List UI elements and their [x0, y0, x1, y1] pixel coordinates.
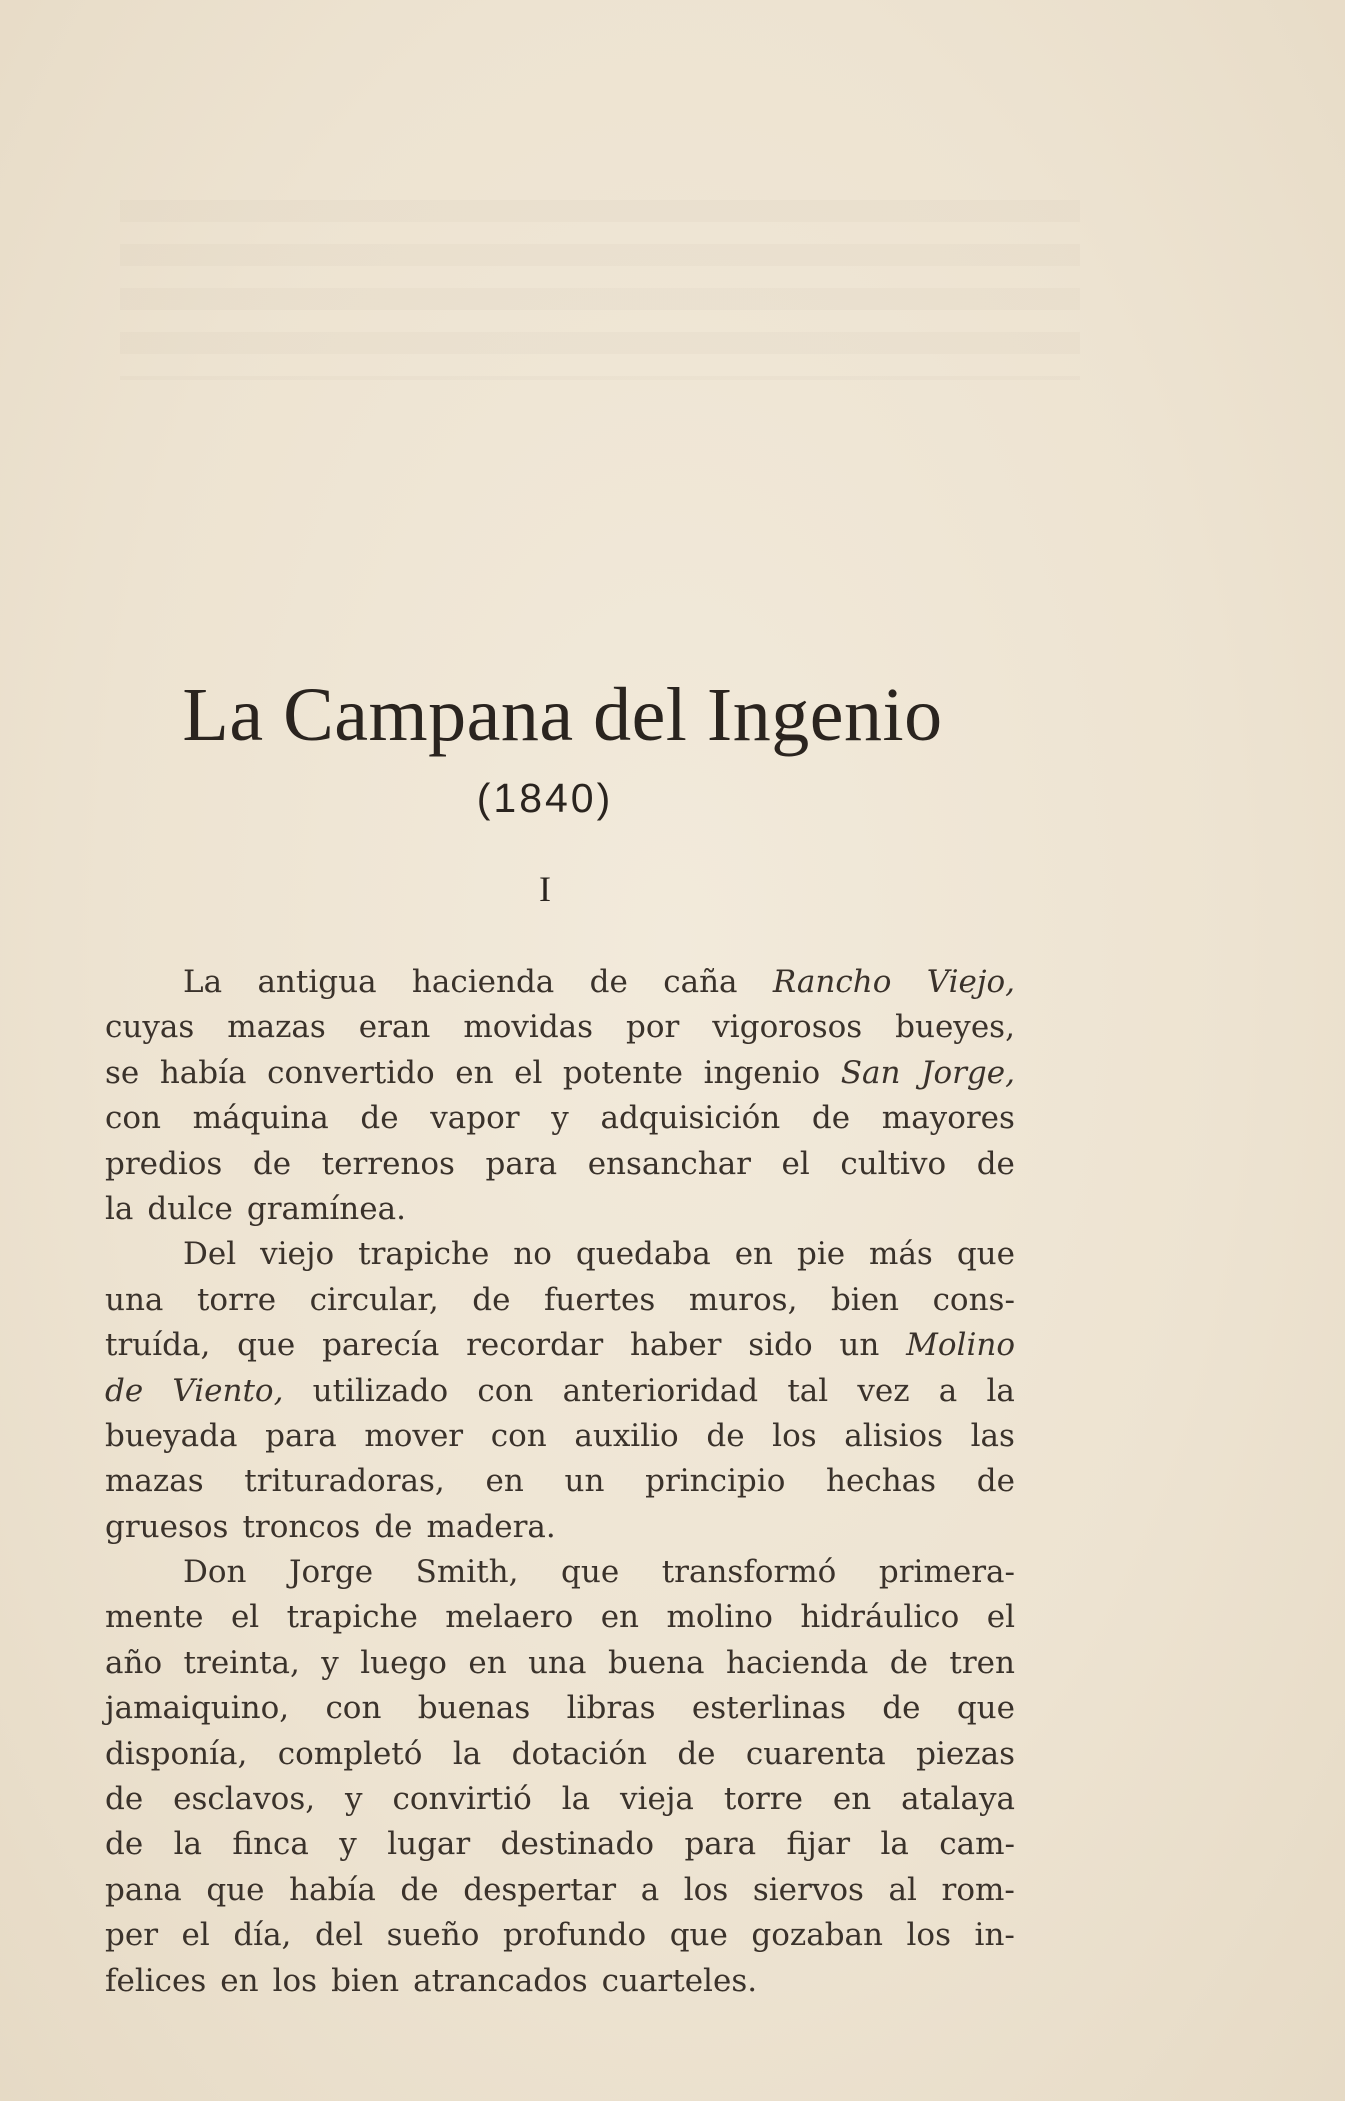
word: molino — [666, 1599, 773, 1636]
word: sueño — [386, 1917, 480, 1954]
word: circular, — [309, 1281, 439, 1318]
word: de — [976, 1145, 1015, 1182]
text-line — [105, 1913, 1015, 1958]
word: gramínea. — [246, 1190, 406, 1227]
word: la — [173, 1826, 202, 1863]
text-line — [105, 1187, 1015, 1232]
word: en — [600, 1599, 640, 1636]
word: madera. — [426, 1508, 556, 1545]
text-line — [105, 1868, 1015, 1913]
text-line — [105, 960, 1015, 1005]
word: buenas — [417, 1690, 531, 1727]
text-line — [105, 1005, 1015, 1050]
word: y — [339, 1826, 357, 1863]
word: de — [105, 1826, 144, 1863]
word: adquisición — [600, 1100, 781, 1137]
word: destinado — [500, 1826, 655, 1863]
word: vieja — [620, 1781, 694, 1818]
word: terrenos — [321, 1145, 455, 1182]
word: la — [452, 1735, 482, 1772]
word: despertar — [463, 1871, 617, 1908]
text-line — [105, 1096, 1015, 1141]
word: rom- — [941, 1871, 1015, 1908]
word: para — [485, 1145, 558, 1182]
text-line — [105, 1822, 1015, 1867]
text-line — [105, 1732, 1015, 1777]
word: in- — [974, 1917, 1015, 1954]
year-subtitle: (1840) — [476, 775, 614, 821]
word: máquina — [192, 1100, 329, 1137]
word: auxilio — [574, 1417, 679, 1454]
page-title: La Campana del Ingenio — [182, 673, 943, 757]
text-line — [105, 1323, 1015, 1368]
word: mazas — [105, 1463, 204, 1500]
text-line — [105, 1232, 1015, 1277]
word: atalaya — [901, 1781, 1015, 1818]
word: dotación — [511, 1735, 647, 1772]
word: la — [561, 1781, 591, 1818]
word: vez — [857, 1372, 910, 1409]
word: hechas — [826, 1463, 937, 1500]
word: de — [589, 964, 628, 1000]
word: día, — [233, 1917, 292, 1954]
word: de — [374, 1508, 413, 1545]
text-line — [105, 1595, 1015, 1640]
word: ensanchar — [587, 1145, 751, 1182]
word: de — [105, 1372, 144, 1409]
word: anterioridad — [562, 1372, 759, 1409]
word: trapiche — [358, 1236, 490, 1273]
word: ingenio — [703, 1054, 821, 1091]
word: una — [528, 1644, 587, 1681]
word: cam- — [939, 1826, 1015, 1863]
word: el — [781, 1145, 810, 1182]
text-line — [105, 1142, 1015, 1187]
word: utilizado — [312, 1372, 449, 1409]
word: con — [325, 1690, 382, 1727]
text-line — [105, 1777, 1015, 1822]
word: mover — [364, 1417, 464, 1454]
word: trapiche — [286, 1599, 418, 1636]
word: cuarteles. — [601, 1962, 758, 1999]
word: que — [206, 1871, 265, 1908]
word: mazas — [227, 1009, 326, 1046]
word: a — [640, 1871, 660, 1908]
word: sido — [748, 1327, 813, 1364]
word: pana — [105, 1871, 182, 1908]
word: en — [220, 1962, 259, 1999]
word: bueyes, — [895, 1009, 1015, 1046]
word: Viejo, — [926, 964, 1015, 1000]
word: melaero — [445, 1599, 574, 1636]
body-text — [105, 960, 1015, 2004]
word: a — [938, 1372, 958, 1409]
word: alisios — [844, 1417, 944, 1454]
word: per — [105, 1917, 159, 1954]
word: eran — [358, 1009, 431, 1046]
word: libras — [566, 1690, 656, 1727]
word: la — [105, 1190, 134, 1227]
word: que — [561, 1554, 620, 1591]
word: que — [237, 1327, 296, 1364]
word: esterlinas — [691, 1690, 846, 1727]
chapter-numeral: I — [539, 869, 551, 909]
word: para — [684, 1826, 757, 1863]
word: antigua — [257, 964, 377, 1000]
word: luego — [360, 1644, 447, 1681]
word: hidráulico — [800, 1599, 960, 1636]
word: cuyas — [105, 1009, 195, 1046]
text-line — [105, 1369, 1015, 1414]
word: siervos — [752, 1871, 864, 1908]
word: de — [706, 1417, 745, 1454]
word: de — [105, 1781, 144, 1818]
word: La — [183, 964, 223, 1000]
word: de — [677, 1735, 716, 1772]
word: truída, — [105, 1327, 211, 1364]
word: principio — [645, 1463, 786, 1500]
word: por — [626, 1009, 680, 1046]
word: recordar — [466, 1327, 604, 1364]
text-line — [105, 1641, 1015, 1686]
word: cultivo — [840, 1145, 947, 1182]
word: felices — [105, 1962, 207, 1999]
word: cuarenta — [745, 1735, 886, 1772]
word: año — [105, 1644, 163, 1681]
word: parecía — [322, 1327, 440, 1364]
word: al — [888, 1871, 917, 1908]
word: mente — [105, 1599, 204, 1636]
word: el — [181, 1917, 210, 1954]
word: las — [970, 1417, 1015, 1454]
word: Viento, — [172, 1372, 284, 1409]
word: los — [906, 1917, 952, 1954]
word: gruesos — [105, 1508, 229, 1545]
word: había — [289, 1871, 376, 1908]
word: piezas — [916, 1735, 1015, 1772]
word: un — [564, 1463, 605, 1500]
word: torre — [196, 1281, 277, 1318]
word: Don — [183, 1554, 247, 1591]
word: más — [869, 1236, 933, 1273]
word: quedaba — [575, 1236, 711, 1273]
word: Smith, — [415, 1554, 519, 1591]
word: convirtió — [392, 1781, 532, 1818]
text-line — [105, 1051, 1015, 1096]
word: atrancados — [413, 1962, 588, 1999]
word: que — [669, 1917, 728, 1954]
word: transformó — [661, 1554, 837, 1591]
word: movidas — [463, 1009, 594, 1046]
word: cons- — [932, 1281, 1015, 1318]
word: en — [734, 1236, 773, 1273]
word: con — [477, 1372, 534, 1409]
word: vigorosos — [712, 1009, 863, 1046]
word: Del — [183, 1236, 237, 1273]
word: no — [513, 1236, 552, 1273]
word: en — [455, 1054, 494, 1091]
word: gozaban — [751, 1917, 883, 1954]
word: de — [360, 1100, 399, 1137]
word: una — [105, 1281, 164, 1318]
word: del — [314, 1917, 364, 1954]
word: pie — [796, 1236, 846, 1273]
word: bueyada — [105, 1417, 238, 1454]
word: los — [683, 1871, 729, 1908]
word: trituradoras, — [244, 1463, 445, 1500]
word: en — [485, 1463, 524, 1500]
bleed-through-texture — [120, 200, 1080, 380]
word: fijar — [786, 1826, 851, 1863]
word: había — [159, 1054, 247, 1091]
word: troncos — [242, 1508, 361, 1545]
word: de — [252, 1145, 292, 1182]
word: la — [986, 1372, 1015, 1409]
word: caña — [663, 964, 738, 1000]
word: convertido — [267, 1054, 435, 1091]
word: en — [832, 1781, 872, 1818]
word: que — [956, 1690, 1015, 1727]
word: y — [551, 1100, 569, 1137]
word: hacienda — [411, 964, 555, 1000]
word: Jorge, — [921, 1054, 1015, 1091]
word: con — [490, 1417, 547, 1454]
text-line — [105, 1459, 1015, 1504]
word: predios — [105, 1145, 223, 1182]
word: haber — [630, 1327, 722, 1364]
word: de — [811, 1100, 851, 1137]
word: tal — [787, 1372, 829, 1409]
word: de — [882, 1690, 921, 1727]
text-line — [105, 1686, 1015, 1731]
word: la — [880, 1826, 909, 1863]
word: Molino — [906, 1327, 1015, 1364]
word: completó — [277, 1735, 423, 1772]
word: con — [105, 1100, 161, 1137]
text-line — [105, 1414, 1015, 1459]
word: los — [272, 1962, 318, 1999]
word: de — [889, 1644, 928, 1681]
text-line — [105, 1505, 1015, 1550]
word: profundo — [502, 1917, 647, 1954]
word: primera- — [878, 1554, 1015, 1591]
word: bien — [331, 1962, 400, 1999]
word: Rancho — [772, 964, 892, 1000]
word: que — [956, 1236, 1015, 1273]
word: San — [840, 1054, 901, 1091]
word: y — [321, 1644, 339, 1681]
word: un — [839, 1327, 880, 1364]
word: viejo — [260, 1236, 335, 1273]
word: el — [230, 1599, 260, 1636]
word: y — [345, 1781, 363, 1818]
word: de — [976, 1463, 1015, 1500]
word: fuertes — [543, 1281, 656, 1318]
word: se — [105, 1054, 140, 1091]
word: mayores — [881, 1100, 1015, 1137]
word: hacienda — [725, 1644, 869, 1681]
word: finca — [232, 1826, 309, 1863]
word: dulce — [147, 1190, 233, 1227]
word: buena — [607, 1644, 705, 1681]
word: vapor — [430, 1100, 520, 1137]
word: treinta, — [183, 1644, 300, 1681]
word: los — [772, 1417, 817, 1454]
word: esclavos, — [173, 1781, 316, 1818]
text-line — [105, 1278, 1015, 1323]
text-line — [105, 1959, 1015, 2004]
word: el — [514, 1054, 543, 1091]
word: torre — [723, 1781, 803, 1818]
word: muros, — [688, 1281, 798, 1318]
word: el — [986, 1599, 1015, 1636]
word: de — [400, 1871, 439, 1908]
word: de — [472, 1281, 511, 1318]
word: tren — [949, 1644, 1015, 1681]
word: jamaiquino, — [105, 1690, 290, 1727]
word: Jorge — [289, 1554, 374, 1591]
word: potente — [562, 1054, 684, 1091]
word: disponía, — [105, 1735, 248, 1772]
word: para — [265, 1417, 337, 1454]
text-line — [105, 1550, 1015, 1595]
word: bien — [830, 1281, 900, 1318]
word: en — [468, 1644, 507, 1681]
word: lugar — [387, 1826, 471, 1863]
